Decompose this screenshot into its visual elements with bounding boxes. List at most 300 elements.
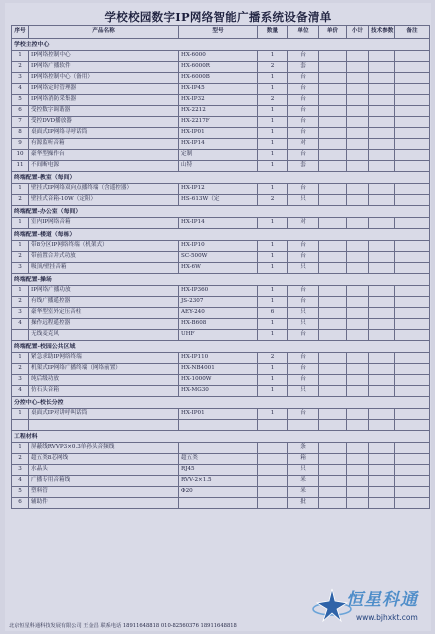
cell-quantity: 1 (258, 161, 288, 172)
cell-remarks (395, 117, 430, 128)
cell-tech-params (369, 195, 395, 206)
cell-unit: 对 (288, 139, 319, 150)
cell-product-name: 水晶头 (29, 465, 179, 476)
table-row (12, 476, 430, 487)
cell-product-name: 机架式IP网络广播终端（网络前置） (29, 364, 179, 375)
cell-tech-params (369, 454, 395, 465)
cell-subtotal (347, 139, 369, 150)
cell-product-name: 不间断电源 (29, 161, 179, 172)
cell-remarks (395, 297, 430, 308)
cell-remarks (395, 95, 430, 106)
table-row (12, 443, 430, 454)
cell-model: RVV-2×1.5 (179, 476, 258, 487)
cell-unit-price (319, 252, 347, 263)
cell-unit-price (319, 308, 347, 319)
cell-unit-price (319, 364, 347, 375)
cell-remarks (395, 364, 430, 375)
cell-model: 定制 (179, 150, 258, 161)
table-row (12, 454, 430, 465)
cell-unit-price (319, 195, 347, 206)
cell-tech-params (369, 73, 395, 84)
cell-unit-price (319, 106, 347, 117)
cell-product-name: 广播专用音箱线 (29, 476, 179, 487)
cell-remarks (395, 263, 430, 274)
cell-unit: 只 (288, 319, 319, 330)
cell-subtotal (347, 263, 369, 274)
cell-remarks (395, 454, 430, 465)
cell-subtotal (347, 386, 369, 397)
cell-quantity: 1 (258, 297, 288, 308)
cell-subtotal (347, 252, 369, 263)
cell-subtotal (347, 51, 369, 62)
table-row (12, 319, 430, 330)
cell-index: 1 (12, 353, 29, 364)
cell-index: 1 (12, 409, 29, 420)
table-row (12, 409, 430, 420)
cell-subtotal (347, 375, 369, 386)
cell-product-name: 无线麦克风 (29, 330, 179, 341)
cell-remarks (395, 375, 430, 386)
cell-quantity: 2 (258, 195, 288, 206)
cell-quantity: 1 (258, 150, 288, 161)
section-row (12, 341, 430, 353)
cell-remarks (395, 252, 430, 263)
cell-quantity: 1 (258, 330, 288, 341)
cell-model: HX-6W (179, 263, 258, 274)
watermark (312, 583, 430, 631)
cell-quantity: 1 (258, 51, 288, 62)
cell-unit-price (319, 330, 347, 341)
cell-unit-price (319, 150, 347, 161)
cell-model: HX-MG30 (179, 386, 258, 397)
cell-index: 10 (12, 150, 29, 161)
cell-model: HX-IP360 (179, 286, 258, 297)
cell-remarks (395, 106, 430, 117)
table-row (12, 386, 430, 397)
cell-model: Φ20 (179, 487, 258, 498)
cell-unit-price (319, 139, 347, 150)
cell-index: 1 (12, 51, 29, 62)
header-unit: 单位 (288, 26, 319, 39)
cell-model: RJ45 (179, 465, 258, 476)
cell-remarks (395, 465, 430, 476)
cell-tech-params (369, 95, 395, 106)
cell-tech-params (369, 297, 395, 308)
header-model: 型号 (179, 26, 258, 39)
table-row (12, 139, 430, 150)
cell-product-name: 有线广播遥控器 (29, 297, 179, 308)
cell-quantity: 1 (258, 184, 288, 195)
cell-product-name: 仿石头音箱 (29, 386, 179, 397)
cell-tech-params (369, 62, 395, 73)
section-row (12, 229, 430, 241)
cell-quantity: 1 (258, 128, 288, 139)
cell-tech-params (369, 252, 395, 263)
cell-unit-price (319, 454, 347, 465)
cell-model: HX-1000W (179, 375, 258, 386)
cell-quantity: 1 (258, 386, 288, 397)
cell-unit-price (319, 487, 347, 498)
cell-subtotal (347, 454, 369, 465)
cell-model: HX-6000R (179, 62, 258, 73)
cell-product-name: 塑料管 (29, 487, 179, 498)
cell-unit: 台 (288, 84, 319, 95)
cell-remarks (395, 308, 430, 319)
cell-unit: 只 (288, 195, 319, 206)
cell-tech-params (369, 286, 395, 297)
cell-subtotal (347, 195, 369, 206)
cell-quantity: 1 (258, 375, 288, 386)
cell-unit-price (319, 73, 347, 84)
cell-unit: 米 (288, 487, 319, 498)
cell-unit: 台 (288, 128, 319, 139)
cell-quantity: 1 (258, 319, 288, 330)
cell-tech-params (369, 218, 395, 229)
cell-unit: 台 (288, 375, 319, 386)
cell-unit: 只 (288, 465, 319, 476)
cell-subtotal (347, 241, 369, 252)
cell-unit: 只 (288, 386, 319, 397)
cell-quantity: 2 (258, 95, 288, 106)
cell-product-name: IP网络控制中心 (29, 51, 179, 62)
cell-quantity: 6 (258, 308, 288, 319)
cell-subtotal (347, 319, 369, 330)
cell-model: HX-IP10 (179, 241, 258, 252)
cell-model: HX-IP45 (179, 84, 258, 95)
cell-tech-params (369, 375, 395, 386)
table-row (12, 330, 430, 341)
cell-tech-params (369, 128, 395, 139)
cell-model: JS-2307 (179, 297, 258, 308)
cell-unit-price (319, 62, 347, 73)
cell-unit: 套 (288, 62, 319, 73)
cell-unit-price (319, 476, 347, 487)
cell-index (12, 330, 29, 341)
cell-model (179, 420, 258, 431)
cell-unit: 台 (288, 364, 319, 375)
cell-index: 1 (12, 443, 29, 454)
cell-quantity: 2 (258, 62, 288, 73)
section-row (12, 431, 430, 443)
cell-tech-params (369, 117, 395, 128)
table-row (12, 297, 430, 308)
cell-quantity: 1 (258, 252, 288, 263)
cell-index: 2 (12, 195, 29, 206)
cell-index: 3 (12, 465, 29, 476)
cell-unit-price (319, 386, 347, 397)
cell-unit: 台 (288, 241, 319, 252)
cell-unit-price (319, 353, 347, 364)
cell-product-name: 受控数字调谐器 (29, 106, 179, 117)
cell-index: 9 (12, 139, 29, 150)
table-row (12, 353, 430, 364)
cell-subtotal (347, 297, 369, 308)
cell-remarks (395, 161, 430, 172)
cell-subtotal (347, 353, 369, 364)
cell-unit-price (319, 297, 347, 308)
table-row (12, 184, 430, 195)
table-row (12, 308, 430, 319)
cell-quantity (258, 498, 288, 509)
cell-index: 6 (12, 498, 29, 509)
cell-model: HS-613W（定 (179, 195, 258, 206)
cell-index: 11 (12, 161, 29, 172)
cell-subtotal (347, 95, 369, 106)
cell-unit-price (319, 498, 347, 509)
cell-tech-params (369, 139, 395, 150)
cell-subtotal (347, 364, 369, 375)
section-title: 终端配置-楼道（每栋） (12, 229, 430, 241)
cell-remarks (395, 330, 430, 341)
cell-tech-params (369, 161, 395, 172)
header-subtotal: 小计 (347, 26, 369, 39)
table-row (12, 161, 430, 172)
table-row (12, 128, 430, 139)
cell-subtotal (347, 420, 369, 431)
cell-remarks (395, 319, 430, 330)
cell-model: 山特 (179, 161, 258, 172)
table-row (12, 263, 430, 274)
cell-model: HX-IP14 (179, 218, 258, 229)
cell-quantity: 1 (258, 106, 288, 117)
cell-tech-params (369, 353, 395, 364)
cell-product-name: 壁挂式IP网络双向点播终端（含遥控器） (29, 184, 179, 195)
cell-unit (288, 420, 319, 431)
cell-quantity (258, 476, 288, 487)
cell-tech-params (369, 465, 395, 476)
cell-tech-params (369, 330, 395, 341)
cell-index: 2 (12, 364, 29, 375)
cell-quantity: 1 (258, 139, 288, 150)
cell-tech-params (369, 487, 395, 498)
cell-index: 3 (12, 263, 29, 274)
cell-remarks (395, 241, 430, 252)
table-row (12, 420, 430, 431)
cell-unit-price (319, 241, 347, 252)
cell-product-name: 带前置合并式功放 (29, 252, 179, 263)
cell-quantity (258, 420, 288, 431)
cell-tech-params (369, 364, 395, 375)
cell-unit: 台 (288, 297, 319, 308)
cell-subtotal (347, 465, 369, 476)
cell-remarks (395, 84, 430, 95)
cell-tech-params (369, 443, 395, 454)
cell-model: HX-IP01 (179, 128, 258, 139)
cell-subtotal (347, 150, 369, 161)
cell-quantity: 1 (258, 286, 288, 297)
section-row (12, 39, 430, 51)
cell-unit: 对 (288, 218, 319, 229)
section-title: 分控中心-校长分控 (12, 397, 430, 409)
cell-remarks (395, 420, 430, 431)
cell-unit: 台 (288, 73, 319, 84)
cell-subtotal (347, 498, 369, 509)
table-row (12, 51, 430, 62)
cell-unit-price (319, 161, 347, 172)
cell-subtotal (347, 62, 369, 73)
cell-model (179, 498, 258, 509)
section-title: 工程材料 (12, 431, 430, 443)
cell-index: 2 (12, 454, 29, 465)
cell-quantity: 1 (258, 263, 288, 274)
cell-quantity: 1 (258, 73, 288, 84)
cell-model: HX-IP110 (179, 353, 258, 364)
cell-index: 4 (12, 476, 29, 487)
cell-quantity: 2 (258, 353, 288, 364)
table-row (12, 106, 430, 117)
cell-product-name: 纯后级功放 (29, 375, 179, 386)
cell-unit: 台 (288, 184, 319, 195)
cell-product-name: IP网络消防采集器 (29, 95, 179, 106)
cell-product-name: 吸顶/壁挂音箱 (29, 263, 179, 274)
cell-unit-price (319, 319, 347, 330)
section-row (12, 397, 430, 409)
cell-remarks (395, 51, 430, 62)
cell-index: 4 (12, 386, 29, 397)
cell-unit: 台 (288, 286, 319, 297)
cell-remarks (395, 128, 430, 139)
cell-index: 1 (12, 218, 29, 229)
cell-index: 4 (12, 319, 29, 330)
cell-model: HX-2217F (179, 117, 258, 128)
cell-remarks (395, 498, 430, 509)
cell-unit-price (319, 286, 347, 297)
cell-tech-params (369, 241, 395, 252)
table-row (12, 218, 430, 229)
cell-index: 3 (12, 375, 29, 386)
watermark-url: www.bjhxkt.com (356, 613, 418, 622)
cell-subtotal (347, 443, 369, 454)
cell-model: HX-B608 (179, 319, 258, 330)
cell-model: HX-IP12 (179, 184, 258, 195)
cell-unit-price (319, 51, 347, 62)
cell-remarks (395, 386, 430, 397)
table-row (12, 241, 430, 252)
section-title: 终端配置-操场 (12, 274, 430, 286)
cell-model: HX-6000B (179, 73, 258, 84)
cell-product-name (29, 420, 179, 431)
table-row (12, 62, 430, 73)
cell-quantity (258, 454, 288, 465)
cell-unit: 台 (288, 330, 319, 341)
cell-product-name: 辅助件 (29, 498, 179, 509)
section-row (12, 206, 430, 218)
cell-product-name: 桌面式IP对讲呼叫话筒 (29, 409, 179, 420)
header-unit-price: 单价 (319, 26, 347, 39)
cell-unit-price (319, 184, 347, 195)
cell-unit-price (319, 409, 347, 420)
cell-subtotal (347, 161, 369, 172)
cell-model: SC-500W (179, 252, 258, 263)
cell-unit-price (319, 95, 347, 106)
cell-tech-params (369, 106, 395, 117)
cell-unit: 条 (288, 443, 319, 454)
cell-quantity (258, 487, 288, 498)
cell-subtotal (347, 286, 369, 297)
cell-index: 2 (12, 297, 29, 308)
cell-quantity: 1 (258, 117, 288, 128)
table-row (12, 84, 430, 95)
cell-tech-params (369, 420, 395, 431)
table-row (12, 286, 430, 297)
cell-subtotal (347, 409, 369, 420)
cell-product-name: IP网络控制中心（备用） (29, 73, 179, 84)
table-row (12, 117, 430, 128)
table-header (12, 26, 430, 39)
cell-subtotal (347, 128, 369, 139)
table-row (12, 252, 430, 263)
cell-remarks (395, 139, 430, 150)
cell-unit-price (319, 375, 347, 386)
cell-index: 2 (12, 62, 29, 73)
cell-unit-price (319, 420, 347, 431)
cell-unit: 只 (288, 263, 319, 274)
cell-tech-params (369, 184, 395, 195)
cell-unit: 台 (288, 150, 319, 161)
cell-subtotal (347, 117, 369, 128)
cell-index: 1 (12, 286, 29, 297)
cell-index: 6 (12, 106, 29, 117)
cell-remarks (395, 150, 430, 161)
cell-product-name: 有源监听音箱 (29, 139, 179, 150)
table-row (12, 487, 430, 498)
cell-remarks (395, 487, 430, 498)
cell-remarks (395, 62, 430, 73)
cell-tech-params (369, 476, 395, 487)
cell-subtotal (347, 73, 369, 84)
equipment-table (11, 25, 430, 509)
cell-subtotal (347, 330, 369, 341)
cell-unit-price (319, 443, 347, 454)
table-row (12, 150, 430, 161)
cell-unit-price (319, 465, 347, 476)
cell-remarks (395, 409, 430, 420)
cell-product-name: IP网络广播软件 (29, 62, 179, 73)
table-row (12, 465, 430, 476)
header-remarks: 备注 (395, 26, 430, 39)
header-index: 序号 (12, 26, 29, 39)
cell-unit: 套 (288, 161, 319, 172)
table-row (12, 195, 430, 206)
cell-quantity: 1 (258, 84, 288, 95)
cell-model: HX-2212 (179, 106, 258, 117)
cell-index: 2 (12, 252, 29, 263)
cell-product-name: IP网络定时管理器 (29, 84, 179, 95)
cell-product-name: 受控DVD播放器 (29, 117, 179, 128)
section-title: 终端配置-教室（每间） (12, 172, 430, 184)
table-row (12, 375, 430, 386)
cell-index: 3 (12, 308, 29, 319)
cell-product-name: 紧急求助IP网络终端 (29, 353, 179, 364)
section-row (12, 172, 430, 184)
cell-product-name: 桌面式IP网络寻呼话筒 (29, 128, 179, 139)
cell-unit-price (319, 263, 347, 274)
cell-model: HX-IP14 (179, 139, 258, 150)
cell-index: 1 (12, 184, 29, 195)
header-tech-params: 技术参数 (369, 26, 395, 39)
cell-unit: 台 (288, 353, 319, 364)
cell-quantity: 1 (258, 409, 288, 420)
cell-tech-params (369, 150, 395, 161)
cell-remarks (395, 184, 430, 195)
cell-index: 5 (12, 487, 29, 498)
cell-tech-params (369, 498, 395, 509)
cell-tech-params (369, 263, 395, 274)
cell-tech-params (369, 386, 395, 397)
cell-unit: 台 (288, 117, 319, 128)
footer-contact: 北京恒星科通科技发展有限公司 王金昌 联系电话 18911648818 010-82560376 18911648818 (9, 623, 237, 629)
table-row (12, 498, 430, 509)
